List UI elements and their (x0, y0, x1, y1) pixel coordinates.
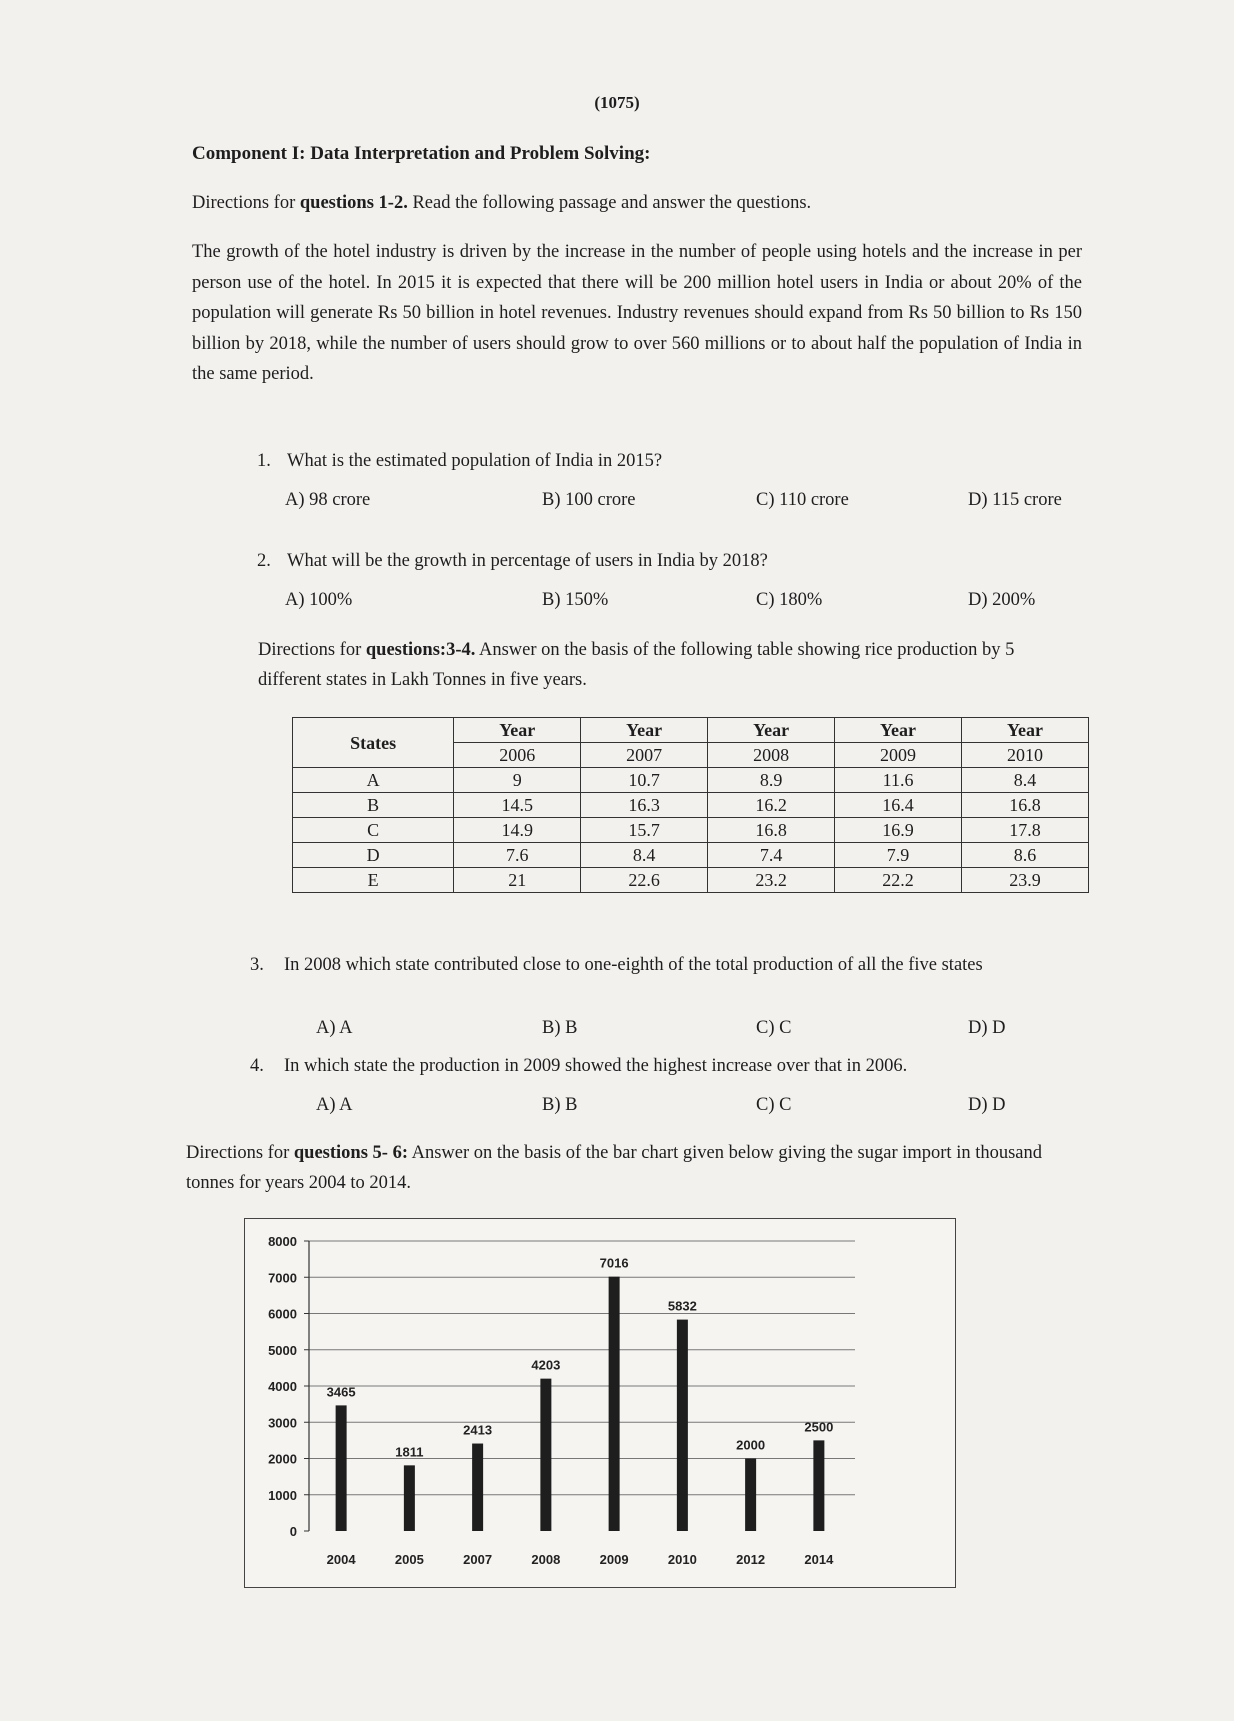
value-cell: 9 (454, 768, 581, 793)
directions-bold: questions 1-2. (299, 193, 408, 213)
value-cell: 16.4 (835, 793, 962, 818)
value-cell: 11.6 (835, 768, 962, 793)
sugar-import-chart (244, 1218, 956, 1588)
value-cell: 7.9 (835, 843, 962, 868)
directions-suffix: Answer on the basis of the following table showing rice production by 5 different states in Lakh Tonnes in five years. (258, 640, 1015, 690)
component-heading: Component I: Data Interpretation and Problem Solving: (192, 143, 651, 164)
header-year (454, 718, 581, 743)
year-cell: 2006 (454, 743, 581, 768)
data-label: 3465 (326, 1384, 356, 1400)
directions-questions-5-6 (186, 1138, 1076, 1198)
data-label: 7016 (599, 1255, 629, 1271)
data-label: 2500 (804, 1419, 834, 1435)
q2-option-b[interactable]: B) 150% (542, 590, 609, 610)
question-number: 4. (250, 1056, 264, 1076)
table-row (293, 768, 1089, 793)
question-text: In 2008 which state contributed close to one-eighth of the total production of all the five states (284, 955, 983, 975)
table-row (293, 843, 1089, 868)
question-text: What will be the growth in percentage of users in India by 2018? (287, 551, 768, 571)
bar (677, 1320, 688, 1531)
q4-option-d[interactable]: D) D (968, 1095, 1006, 1115)
value-cell: 16.3 (581, 793, 708, 818)
table-row (293, 818, 1089, 843)
directions-prefix: Directions for (192, 193, 300, 213)
value-cell: 21 (454, 868, 581, 893)
value-cell: 7.6 (454, 843, 581, 868)
table-header-row (293, 718, 1089, 743)
value-cell: 8.4 (962, 768, 1089, 793)
y-tick-label: 0 (289, 1524, 297, 1539)
value-cell: 14.9 (454, 818, 581, 843)
q2-option-d[interactable]: D) 200% (968, 590, 1036, 610)
value-cell: 16.9 (835, 818, 962, 843)
value-cell: 15.7 (581, 818, 708, 843)
state-cell: B (293, 793, 454, 818)
y-tick-label: 5000 (268, 1342, 297, 1358)
header-year-word: Year (626, 720, 663, 740)
directions-prefix: Directions for (258, 640, 366, 660)
directions-bold: questions:3-4. (365, 640, 476, 660)
value-cell: 10.7 (581, 768, 708, 793)
state-cell: E (293, 868, 454, 893)
year-cell: 2010 (962, 743, 1089, 768)
value-cell: 8.6 (962, 843, 1089, 868)
y-tick-label: 1000 (268, 1487, 297, 1503)
y-tick-label: 4000 (268, 1379, 297, 1394)
q3-option-d[interactable]: D) D (968, 1018, 1006, 1038)
header-year-word: Year (753, 720, 790, 740)
x-tick-label: 2012 (736, 1552, 766, 1567)
y-tick-label: 2000 (268, 1451, 297, 1467)
x-tick-label: 2010 (667, 1552, 697, 1567)
header-year-word: Year (880, 720, 917, 740)
value-cell: 16.8 (708, 818, 835, 843)
bar (472, 1444, 483, 1531)
year-cell: 2008 (708, 743, 835, 768)
value-cell: 23.2 (708, 868, 835, 893)
y-tick-label: 6000 (268, 1306, 297, 1322)
rice-production-table (292, 717, 1089, 893)
x-tick-label: 2004 (326, 1552, 356, 1567)
x-tick-label: 2014 (804, 1552, 834, 1567)
data-label: 2000 (736, 1437, 766, 1453)
q2-option-c[interactable]: C) 180% (756, 590, 823, 610)
year-cell: 2007 (581, 743, 708, 768)
state-cell: C (293, 818, 454, 843)
y-tick-label: 8000 (268, 1234, 297, 1249)
x-tick-label: 2008 (531, 1552, 561, 1567)
data-label: 5832 (667, 1298, 697, 1314)
question-text: What is the estimated population of India in 2015? (287, 451, 663, 471)
value-cell: 16.2 (708, 793, 835, 818)
value-cell: 16.8 (962, 793, 1089, 818)
q3-option-a[interactable]: A) A (316, 1018, 353, 1038)
q3-option-b[interactable]: B) B (542, 1018, 578, 1038)
data-label: 1811 (395, 1444, 424, 1460)
q4-option-b[interactable]: B) B (542, 1095, 578, 1115)
year-cell: 2009 (835, 743, 962, 768)
data-label: 4203 (531, 1357, 561, 1373)
directions-bold: questions 5- 6: (293, 1143, 408, 1163)
header-year-word: Year (499, 720, 536, 740)
q2-option-a[interactable]: A) 100% (285, 590, 353, 610)
value-cell: 17.8 (962, 818, 1089, 843)
header-year (962, 718, 1089, 743)
question-number: 2. (257, 551, 271, 571)
data-label: 2413 (463, 1422, 493, 1438)
q1-option-c[interactable]: C) 110 crore (756, 490, 849, 510)
bar (404, 1465, 415, 1531)
directions-questions-3-4 (258, 635, 1078, 695)
x-tick-label: 2009 (599, 1552, 629, 1567)
bar (540, 1379, 551, 1531)
q4-option-a[interactable]: A) A (316, 1095, 353, 1115)
header-year (581, 718, 708, 743)
passage: The growth of the hotel industry is driven by the increase in the number of people using hotels and the increase in per person use of the hotel. In 2015 it is expected that there will be 200 million hotel users in India or about 20% of the population will generate Rs 50 billion in hotel revenues. Industry revenues should expand from Rs 50 billion to Rs 150 billion by 2018, while the number of users should grow to over 560 millions or to about half the population of India in the same period. (192, 242, 1082, 384)
header-year (708, 718, 835, 743)
value-cell: 22.2 (835, 868, 962, 893)
q1-option-d[interactable]: D) 115 crore (968, 490, 1062, 510)
bar (813, 1440, 824, 1531)
y-tick-label: 7000 (268, 1270, 297, 1286)
bar (609, 1277, 620, 1531)
value-cell: 7.4 (708, 843, 835, 868)
header-year-word: Year (1007, 720, 1043, 740)
x-tick-label: 2005 (394, 1552, 424, 1567)
header-states: States (293, 718, 454, 768)
q1-option-a[interactable]: A) 98 crore (285, 490, 371, 510)
bar (336, 1405, 347, 1531)
state-cell: D (293, 843, 454, 868)
q3-option-c[interactable]: C) C (756, 1018, 792, 1038)
question-number: 3. (250, 955, 264, 975)
x-tick-label: 2007 (463, 1552, 493, 1567)
question-number: 1. (257, 451, 271, 471)
directions-suffix: Read the following passage and answer the questions. (407, 193, 812, 213)
page-number: (1075) (594, 93, 640, 112)
directions-suffix: Answer on the basis of the bar chart given below giving the sugar import in thousand tonnes for years 2004 to 2014. (186, 1143, 1043, 1193)
directions-questions-1-2 (192, 188, 1072, 218)
bar (745, 1459, 756, 1532)
directions-prefix: Directions for (186, 1143, 294, 1163)
y-tick-label: 3000 (268, 1415, 297, 1431)
table-row (293, 793, 1089, 818)
table-row (293, 868, 1089, 893)
value-cell: 22.6 (581, 868, 708, 893)
state-cell: A (293, 768, 454, 793)
header-year (835, 718, 962, 743)
question-text: In which state the production in 2009 showed the highest increase over that in 2006. (284, 1056, 908, 1076)
value-cell: 8.9 (708, 768, 835, 793)
q1-option-b[interactable]: B) 100 crore (542, 490, 636, 510)
chart-svg (245, 1219, 955, 1587)
value-cell: 8.4 (581, 843, 708, 868)
value-cell: 23.9 (962, 868, 1089, 893)
value-cell: 14.5 (454, 793, 581, 818)
q4-option-c[interactable]: C) C (756, 1095, 792, 1115)
